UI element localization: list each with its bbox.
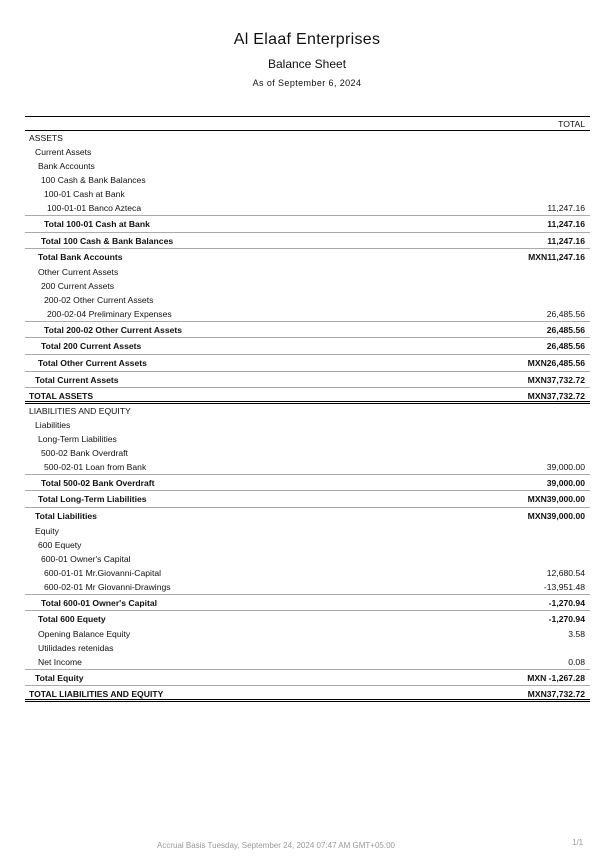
- table-row: [25, 580, 590, 594]
- row-value: 39,000.00: [546, 477, 585, 488]
- row-label: Opening Balance Equity: [38, 628, 131, 639]
- table-row: [25, 232, 590, 249]
- table-row: [25, 610, 590, 627]
- row-label: ASSETS: [29, 133, 63, 143]
- row-value: 26,485.56: [546, 308, 585, 319]
- row-label: 100-01 Cash at Bank: [44, 189, 125, 199]
- table-row: [25, 669, 590, 686]
- row-label: 200 Current Assets: [41, 280, 115, 291]
- row-label: 100 Cash & Bank Balances: [41, 175, 146, 185]
- column-header-total: TOTAL: [558, 119, 585, 129]
- row-label: Other Current Assets: [38, 266, 119, 277]
- table-row: [25, 524, 590, 538]
- row-label: 200-02-04 Preliminary Expenses: [47, 308, 172, 319]
- row-label: Total Liabilities: [35, 510, 97, 521]
- table-row: [25, 594, 590, 611]
- table-row: [25, 307, 590, 321]
- table-row: [25, 685, 590, 702]
- row-value: 39,000.00: [546, 461, 585, 472]
- row-label: Total Long-Term Liabilities: [38, 494, 147, 505]
- table-row: [25, 387, 590, 404]
- table-row: [25, 474, 590, 491]
- row-value: -1,270.94: [548, 614, 585, 625]
- row-label: 200-02 Other Current Assets: [44, 294, 154, 305]
- row-label: LIABILITIES AND EQUITY: [29, 405, 131, 416]
- row-value: -13,951.48: [543, 581, 585, 592]
- table-row: [25, 507, 590, 524]
- row-label: Long-Term Liabilities: [38, 433, 117, 444]
- table-row: [25, 187, 590, 201]
- row-value: MXN37,732.72: [527, 374, 585, 385]
- row-value: MXN37,732.72: [527, 391, 585, 402]
- row-label: 600-02-01 Mr Giovanni-Drawings: [44, 581, 171, 592]
- row-value: 26,485.56: [546, 324, 585, 335]
- row-label: Total 200 Current Assets: [41, 341, 142, 352]
- table-row: [25, 641, 590, 655]
- row-value: MXN26,485.56: [527, 357, 585, 368]
- table-body: [25, 131, 590, 702]
- report-footer: Accrual Basis Tuesday, September 24, 2024 07:47 AM GMT+05:00: [157, 841, 395, 850]
- row-label: Utilidades retenidas: [38, 642, 114, 653]
- table-row: [25, 655, 590, 669]
- row-value: 26,485.56: [546, 341, 585, 352]
- table-row: [25, 432, 590, 446]
- row-label: Total 100 Cash & Bank Balances: [41, 235, 174, 246]
- row-label: TOTAL ASSETS: [29, 391, 94, 402]
- table-row: [25, 538, 590, 552]
- row-label: Total Current Assets: [35, 374, 119, 385]
- row-value: 11,247.16: [547, 219, 585, 229]
- table-row: [25, 248, 590, 265]
- balance-sheet-table: [25, 116, 590, 702]
- table-row: [25, 145, 590, 159]
- row-label: Total Other Current Assets: [38, 357, 147, 368]
- row-label: 500-02-01 Loan from Bank: [44, 461, 147, 472]
- table-row: [25, 173, 590, 187]
- table-row: [25, 159, 590, 173]
- table-row: [25, 265, 590, 279]
- row-label: Bank Accounts: [38, 161, 95, 171]
- table-row: [25, 552, 590, 566]
- table-row: [25, 627, 590, 641]
- row-label: Total 100-01 Cash at Bank: [44, 219, 150, 229]
- row-value: 11,247.16: [547, 235, 585, 246]
- row-value: 12,680.54: [546, 567, 585, 578]
- row-label: Total 500-02 Bank Overdraft: [41, 477, 155, 488]
- row-label: Total Bank Accounts: [38, 252, 123, 263]
- row-label: 600 Equety: [38, 539, 82, 550]
- report-date: As of September 6, 2024: [252, 78, 362, 88]
- table-row: [25, 566, 590, 580]
- table-row: [25, 490, 590, 507]
- row-label: Total 200-02 Other Current Assets: [44, 324, 183, 335]
- table-row: [25, 337, 590, 354]
- table-row: [25, 215, 590, 232]
- table-row: [25, 404, 590, 418]
- row-value: MXN39,000.00: [527, 510, 585, 521]
- table-header: [25, 116, 590, 131]
- table-row: [25, 201, 590, 215]
- row-label: Equity: [35, 525, 59, 536]
- row-value: 0.08: [568, 656, 585, 667]
- table-row: [25, 460, 590, 474]
- row-label: Current Assets: [35, 147, 92, 157]
- page-number: 1/1: [572, 838, 584, 847]
- row-value: MXN39,000.00: [527, 494, 585, 505]
- table-row: [25, 371, 590, 388]
- row-label: Total Equity: [35, 672, 84, 683]
- row-value: 11,247.16: [547, 203, 585, 213]
- company-name: Al Elaaf Enterprises: [233, 31, 381, 48]
- row-label: 600-01 Owner's Capital: [41, 553, 131, 564]
- row-label: Liabilities: [35, 419, 71, 430]
- row-label: Total 600 Equety: [38, 614, 106, 625]
- row-label: 600-01-01 Mr.Giovanni-Capital: [44, 567, 162, 578]
- table-row: [25, 418, 590, 432]
- row-label: 100-01-01 Banco Azteca: [47, 203, 142, 213]
- table-row: [25, 279, 590, 293]
- row-value: -1,270.94: [548, 597, 585, 608]
- table-row: [25, 446, 590, 460]
- table-row: [25, 354, 590, 371]
- report-title: Balance Sheet: [267, 57, 347, 71]
- row-label: 500-02 Bank Overdraft: [41, 447, 128, 458]
- table-row: [25, 293, 590, 307]
- row-value: MXN11,247.16: [528, 252, 585, 263]
- row-label: Total 600-01 Owner's Capital: [41, 597, 158, 608]
- row-value: MXN -1,267.28: [527, 672, 585, 683]
- table-row: [25, 131, 590, 145]
- row-label: Net Income: [38, 656, 82, 667]
- table-row: [25, 321, 590, 338]
- row-value: MXN37,732.72: [527, 689, 585, 700]
- row-label: TOTAL LIABILITIES AND EQUITY: [29, 689, 164, 700]
- row-value: 3.58: [568, 628, 585, 639]
